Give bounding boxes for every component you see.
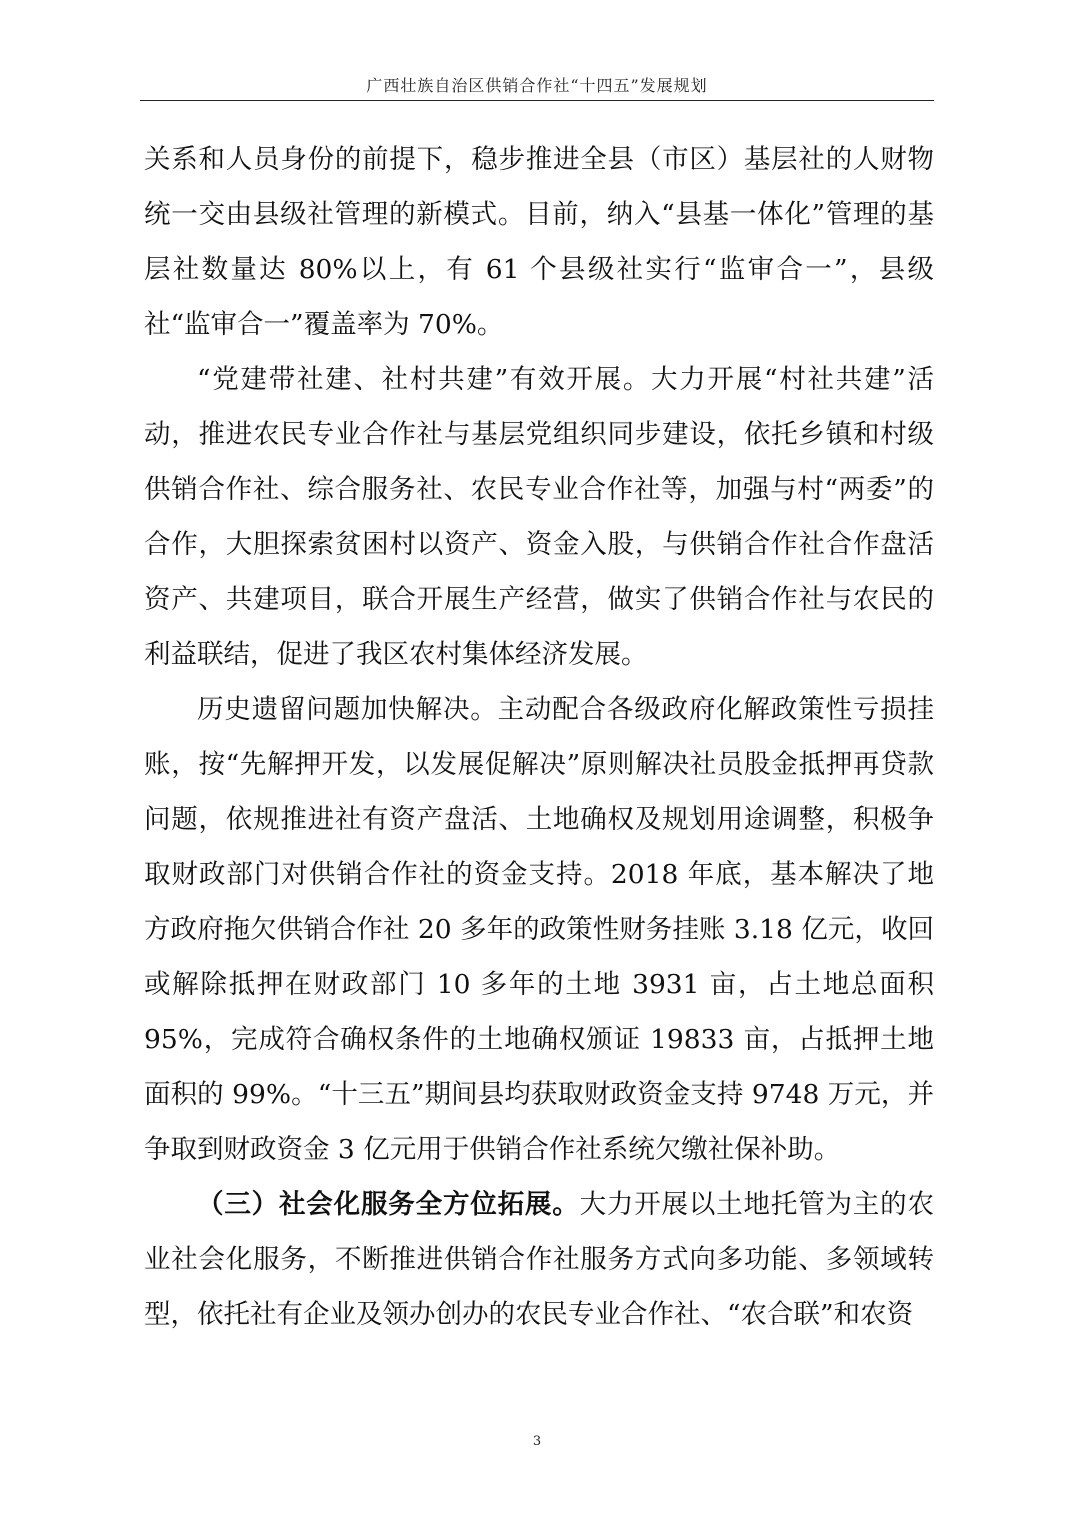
page-number: 3 [532,1434,542,1449]
body-text [144,132,934,1342]
paragraph-3: 历史遗留问题加快解决。主动配合各级政府化解政策性亏损挂账，按“先解押开发，以发展促解决”原则解决社员股金抵押再贷款问题，依规推进社有资产盘活、土地确权及规划用途调整，积极争取财政部门对供销合作社的资金支持。2018 年底，基本解决了地方政府拖欠供销合作社 20 多年的政策性财务挂账 3.18 亿元，收回或解除抵押在财政部门 10 多年的土地 3931 亩，占土地总面积 95%，完成符合确权条件的土地确权颁证 19833 亩，占抵押土地面积的 99%。“十三五”期间县均获取财政资金支持 9748 万元，并争取到财政资金 3 亿元用于供销合作社系统欠缴社保补助。 [144,694,934,1165]
section-heading: （三）社会化服务全方位拓展。 [197,1189,580,1220]
running-header: 广西壮族自治区供销合作社“十四五”发展规划 [366,76,708,95]
paragraph-4-text: 大力开展以土地托管为主的农业社会化服务，不断推进供销合作社服务方式向多功能、多领域转型，依托社有企业及领办创办的农民专业合作社、“农合联”和农资 [144,1189,935,1330]
paragraph-1: 关系和人员身份的前提下，稳步推进全县（市区）基层社的人财物统一交由县级社管理的新模式。目前，纳入“县基一体化”管理的基层社数量达 80%以上，有 61 个县级社实行“监审合一”，县级社“监审合一”覆盖率为 70%。 [144,144,934,340]
paragraph-2: “党建带社建、社村共建”有效开展。大力开展“村社共建”活动，推进农民专业合作社与基层党组织同步建设，依托乡镇和村级供销合作社、综合服务社、农民专业合作社等，加强与村“两委”的合作，大胆探索贫困村以资产、资金入股，与供销合作社合作盘活资产、共建项目，联合开展生产经营，做实了供销合作社与农民的利益联结，促进了我区农村集体经济发展。 [144,364,934,670]
paragraph-4 [144,1177,934,1342]
header-rule [140,100,934,101]
